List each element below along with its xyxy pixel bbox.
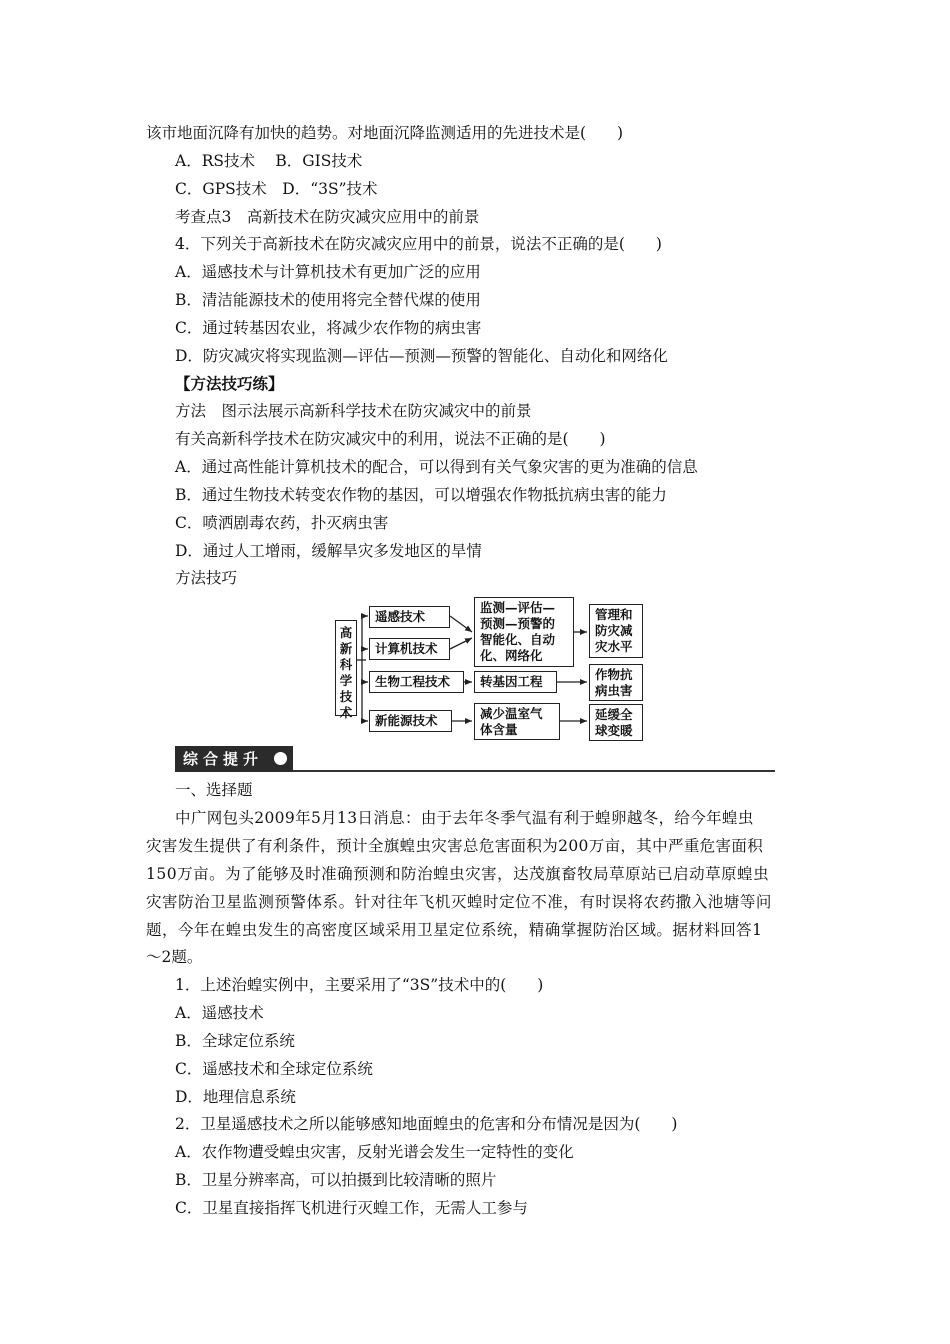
diagram-tech-box bbox=[369, 671, 464, 693]
text-line: C．卫星直接指挥飞机进行灭蝗工作，无需人工参与 bbox=[175, 1199, 528, 1217]
diagram-mid-line: 监测—评估— bbox=[480, 600, 556, 615]
text-line: B．清洁能源技术的使用将完全替代煤的使用 bbox=[175, 291, 481, 309]
text-line: D．通过人工增雨，缓解旱灾多发地区的旱情 bbox=[175, 542, 482, 560]
diagram-out-line: 作物抗 bbox=[595, 667, 633, 682]
diagram-out-line: 延缓全 bbox=[595, 707, 633, 722]
diagram-out-box bbox=[589, 604, 643, 658]
text-line: 1．上述治蝗实例中，主要采用了“3S”技术中的( ) bbox=[175, 976, 544, 994]
text-line: A．遥感技术与计算机技术有更加广泛的应用 bbox=[175, 263, 481, 281]
section-divider bbox=[293, 770, 775, 772]
diagram-mid-box bbox=[474, 597, 574, 667]
text-line: B．卫星分辨率高，可以拍摄到比较清晰的照片 bbox=[175, 1171, 497, 1189]
diagram-out-line: 管理和 bbox=[595, 607, 633, 622]
diagram-out-line: 防灾减 bbox=[595, 623, 633, 638]
diagram-out-line: 球变暖 bbox=[595, 723, 633, 738]
text-line: 2．卫星遥感技术之所以能够感知地面蝗虫的危害和分布情况是因为( ) bbox=[175, 1115, 678, 1133]
section-heading: 【方法技巧练】 bbox=[175, 374, 284, 393]
section-bullet-icon bbox=[274, 752, 287, 765]
diagram-tech-label: 遥感技术 bbox=[375, 609, 426, 624]
diagram-root-box bbox=[335, 620, 357, 720]
text-line: 灾害防治卫星监测预警体系。针对往年飞机灭蝗时定位不准，有时误将农药撒入池塘等问 bbox=[146, 893, 772, 911]
text-line: 150万亩。为了能够及时准确预测和防治蝗虫灾害，达茂旗畜牧局草原站已启动草原蝗虫 bbox=[146, 865, 770, 883]
text-line: 灾害发生提供了有利条件，预计全旗蝗虫灾害总危害面积为200万亩，其中严重危害面积 bbox=[146, 837, 764, 855]
text-line: C．喷洒剧毒农药，扑灭病虫害 bbox=[175, 514, 389, 532]
diagram-tech-box bbox=[369, 638, 450, 660]
diagram-tech-label: 生物工程技术 bbox=[375, 674, 451, 689]
text-line: C．GPS技术 D．“3S”技术 bbox=[175, 180, 378, 198]
text-line: 有关高新科学技术在防灾减灾中的利用，说法不正确的是( ) bbox=[175, 430, 606, 448]
diagram-tech-box bbox=[369, 606, 450, 628]
text-line: 4．下列关于高新技术在防灾减灾应用中的前景，说法不正确的是( ) bbox=[175, 235, 662, 253]
text-line: 考查点3 高新技术在防灾减灾应用中的前景 bbox=[175, 208, 480, 226]
diagram-tech-box bbox=[369, 710, 452, 732]
diagram-mid-line: 智能化、自动 bbox=[480, 632, 556, 647]
section-title: 综合提升 bbox=[183, 750, 264, 768]
text-line: C．遥感技术和全球定位系统 bbox=[175, 1060, 373, 1078]
diagram-tech-label: 计算机技术 bbox=[375, 641, 438, 656]
text-line: B．通过生物技术转变农作物的基因，可以增强农作物抵抗病虫害的能力 bbox=[175, 486, 667, 504]
text-line: A．RS技术 B．GIS技术 bbox=[175, 152, 363, 170]
diagram-mid-box bbox=[474, 671, 557, 693]
text-line: D．防灾减灾将实现监测—评估—预测—预警的智能化、自动化和网络化 bbox=[175, 347, 668, 365]
text-line: 题，今年在蝗虫发生的高密度区域采用卫星定位系统，精确掌握防治区域。据材料回答1 bbox=[146, 921, 763, 939]
text-line: A．通过高性能计算机技术的配合，可以得到有关气象灾害的更为准确的信息 bbox=[175, 458, 698, 476]
diagram-mid-box bbox=[474, 703, 560, 740]
diagram-mid-label: 转基因工程 bbox=[480, 674, 543, 689]
diagram-tech-label: 新能源技术 bbox=[375, 713, 438, 728]
diagram-out-line: 病虫害 bbox=[595, 683, 633, 698]
text-line: ～2题。 bbox=[146, 948, 203, 966]
text-line: A．遥感技术 bbox=[175, 1004, 264, 1022]
diagram-mid-line: 体含量 bbox=[480, 722, 518, 737]
diagram-out-box bbox=[589, 664, 643, 701]
text-line: 中广网包头2009年5月13日消息：由于去年冬季气温有利于蝗卵越冬，给今年蝗虫 bbox=[175, 809, 754, 827]
text-line: B．全球定位系统 bbox=[175, 1032, 295, 1050]
text-line: D．地理信息系统 bbox=[175, 1088, 296, 1106]
diagram-out-line: 灾水平 bbox=[595, 639, 633, 654]
text-line: A．农作物遭受蝗虫灾害，反射光谱会发生一定特性的变化 bbox=[175, 1143, 574, 1161]
text-line: C．通过转基因农业，将减少农作物的病虫害 bbox=[175, 319, 482, 337]
text-line: 一、选择题 bbox=[175, 781, 253, 799]
diagram-mid-line: 预测—预警的 bbox=[480, 616, 556, 631]
diagram-mid-line: 减少温室气 bbox=[480, 706, 543, 721]
text-line: 方法 图示法展示高新科学技术在防灾减灾中的前景 bbox=[175, 402, 532, 420]
diagram-out-box bbox=[589, 704, 643, 741]
text-line: 方法技巧 bbox=[175, 569, 238, 587]
text-line: 该市地面沉降有加快的趋势。对地面沉降监测适用的先进技术是( ) bbox=[146, 124, 624, 142]
diagram-mid-line: 化、网络化 bbox=[480, 648, 543, 663]
diagram-root-label: 高新科学技术 bbox=[339, 625, 353, 720]
